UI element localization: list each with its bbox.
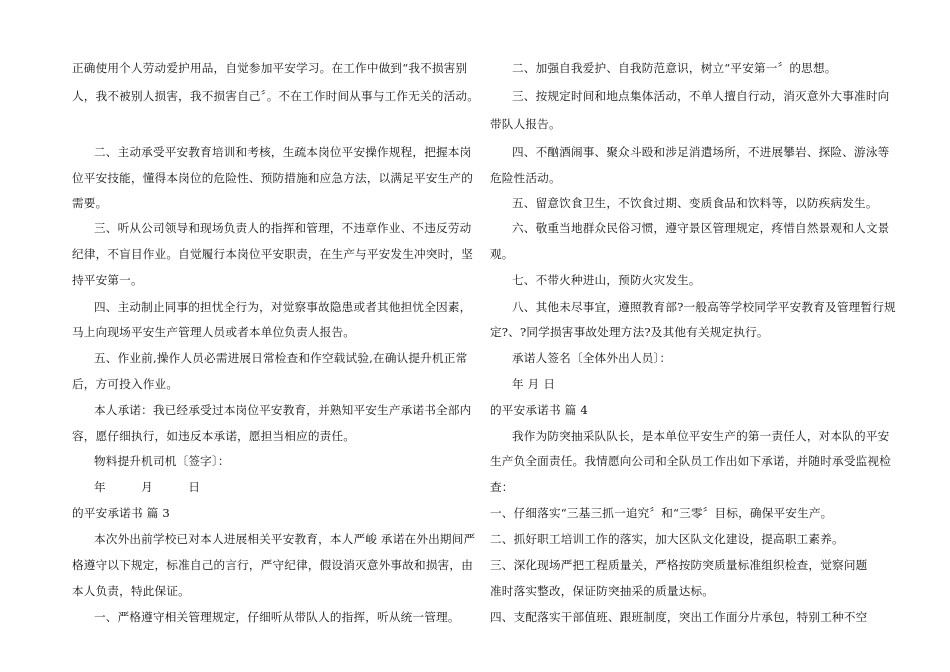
text-line: 纪律，不盲目作业。自觉履行本岗位平安职责，在生产与平安发生冲突时，坚 (72, 247, 473, 261)
text-line: 后，方可投入作业。 (72, 377, 179, 391)
text-line: 本人承诺：我已经承受过本岗位平安教育，并熟知平安生产承诺书全部内 (94, 403, 472, 417)
text-line: 一、仔细落实“三基三抓一追究〞和“三零〞目标，确保平安生产。 (490, 506, 833, 520)
text-line: 带队人报告。 (490, 117, 561, 131)
text-line: 五、留意饮食卫生，不饮食过期、变质食品和饮料等，以防疾病发生。 (512, 196, 878, 210)
text-line: 本人负责，特此保证。 (72, 584, 190, 598)
text-line: 正确使用个人劳动爱护用品，自觉参加平安学习。在工作中做到“我不损害别 (72, 61, 468, 75)
text-line: 六、敬重当地群众民俗习惯，遵守景区管理规定，疼惜自然景观和人文景 (512, 221, 890, 235)
text-line: 容，愿仔细执行，如违反本承诺，愿担当相应的责任。 (72, 429, 356, 443)
text-line: 生产负全面责任。我情愿向公司和全队员工作出如下承诺，并随时承受监视检 (490, 454, 891, 468)
signature-label: 承诺人签名〔全体外出人员〕： (512, 351, 672, 365)
text-line: 二、加强自我爱护、自我防范意识，树立“平安第一〞的思想。 (512, 61, 837, 75)
date-line: 年 月 日 (94, 480, 201, 494)
text-line: 危险性活动。 (490, 171, 561, 185)
text-line: 三、按规定时间和地点集体活动，不单人擅自行动，消灭意外大事准时向 (512, 89, 890, 103)
text-line: 格遵守以下规定，标准自己的言行，严守纪律，假设消灭意外事故和损害，由 (72, 558, 473, 572)
text-line: 持平安第一。 (72, 273, 143, 287)
text-line: 二、主动承受平安教育培训和考核，生疏本岗位平安操作规程，把握本岗 (94, 145, 472, 159)
text-line: 定?、?同学损害事故处理方法?及其他有关规定执行。 (490, 325, 769, 339)
text-line: 位平安技能，懂得本岗位的危险性、预防措施和应急方法，以满足平安生产的 (72, 171, 473, 185)
section-heading: 的平安承诺书 篇 3 (72, 506, 170, 520)
text-line: 二、抓好职工培训工作的落实，加大区队文化建设，提高职工素养。 (490, 532, 844, 546)
text-line: 五、作业前,操作人员必需进展日常检查和作空载试验,在确认提升机正常 (94, 351, 468, 365)
text-line: 准时落实整改，保证防突抽采的质量达标。 (490, 584, 715, 598)
date-line: 年 月 日 (512, 377, 556, 391)
text-line: 三、听从公司领导和现场负责人的指挥和管理，不违章作业、不违反劳动 (94, 221, 472, 235)
text-line: 查： (490, 480, 514, 494)
text-line: 观。 (490, 247, 514, 261)
text-line: 四、不酗酒闹事、聚众斗殴和涉足消遣场所，不进展攀岩、探险、游泳等 (512, 145, 890, 159)
text-line: 需要。 (72, 196, 108, 210)
section-heading: 的平安承诺书 篇 4 (490, 403, 588, 417)
text-line: 七、不带火种进山，预防火灾发生。 (512, 273, 701, 287)
text-line: 一、严格遵守相关管理规定，仔细听从带队人的指挥，听从统一管理。 (94, 610, 460, 624)
text-line: 马上向现场平安生产管理人员或者本单位负责人报告。 (72, 325, 356, 339)
text-line: 三、深化现场严把工程质量关，严格按防突质量标准组织检查，觉察问题 (490, 558, 868, 572)
text-line: 四、支配落实干部值班、跟班制度，突出工作面分片承包，特别工种不空 (490, 610, 868, 624)
signature-label: 物料提升机司机〔签字〕： (94, 454, 230, 468)
text-line: 我作为防突抽采队队长，是本单位平安生产的第一责任人，对本队的平安 (512, 429, 890, 443)
text-line: 本次外出前学校已对本人进展相关平安教育，本人严峻 承诺在外出期间严 (94, 532, 476, 546)
text-line: 八、其他未尽事宜，遵照教育部?一般高等学校同学平安教育及管理暂行规 (512, 300, 896, 314)
text-line: 四、主动制止同事的担忧全行为，对觉察事故隐患或者其他担忧全因素， (94, 300, 472, 314)
text-line: 人，我不被别人损害，我不损害自己〞。不在工作时间从事与工作无关的活动。 (72, 89, 479, 103)
